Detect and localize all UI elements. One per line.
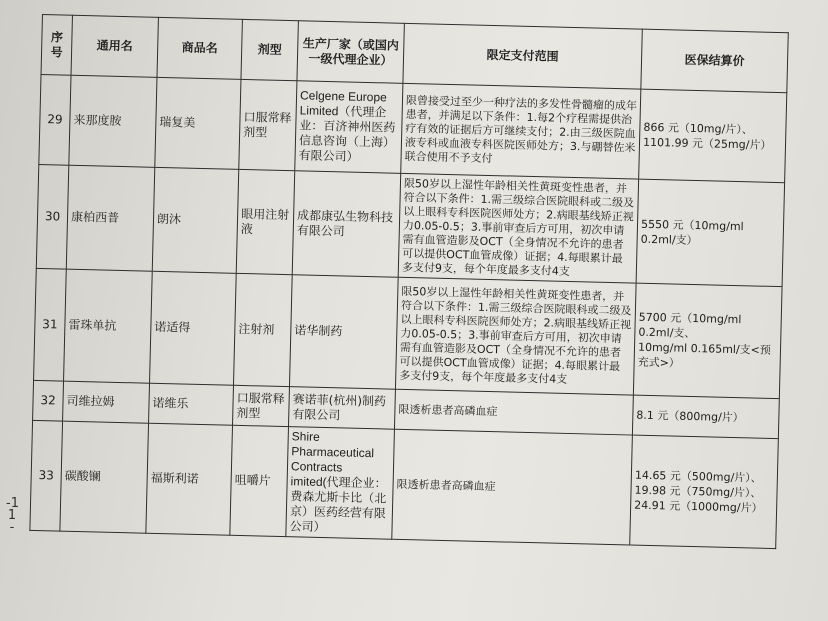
dosage-form: 注射剂	[233, 273, 292, 386]
generic-name: 碳酸镧	[60, 421, 149, 533]
header-generic-name: 通用名	[71, 15, 158, 77]
dosage-form: 口服常释剂型	[233, 385, 290, 426]
drug-reimbursement-table	[29, 14, 788, 549]
dosage-form: 口服常释剂型	[239, 79, 297, 170]
price-line: 5700 元（10mg/ml 0.2ml/支、	[638, 310, 742, 340]
header-dosage-form: 剂型	[241, 19, 298, 80]
payment-scope: 限曾接受过至少一种疗法的多发性骨髓瘤的成年患者，并满足以下条件：1.每2个疗程需提供治疗有效的证据后方可继续支付；2.由三级医院血液专科或血液专科医院医师处方；3.与硼替佐米联合使用不予支付	[401, 83, 641, 179]
payment-scope: 限透析患者高磷血症	[392, 429, 633, 545]
page-number: -1 1 -	[6, 496, 19, 535]
settlement-price	[636, 179, 784, 287]
dosage-form: 眼用注射液	[236, 169, 295, 274]
table-row	[36, 164, 784, 286]
generic-name: 来那度胺	[69, 75, 157, 167]
manufacturer: 成都康弘生物科技有限公司	[292, 171, 401, 278]
price-line: 10mg/ml 0.165ml/支<预充式>）	[637, 340, 772, 370]
price-line: 1101.99 元（25mg/片）	[642, 135, 772, 152]
table-row	[30, 420, 778, 548]
row-no: 33	[30, 420, 63, 531]
header-manufacturer: 生产厂家（或国内一级代理企业）	[297, 21, 404, 84]
header-no: 序号	[41, 15, 72, 76]
payment-scope: 限50岁以上湿性年龄相关性黄斑变性患者，并符合以下条件：1.需三级综合医院眼科或二级及以上眼科专科医院医师处方；2.病眼基线矫正视力0.05-0.5；3.事前审查后方可用，初次申请需有血管造影及OCT（全身情况不允许的患者可以提供OCT血管成像）证据；4.每眼累计最多支付9支，每个年度最多支付4支	[395, 277, 636, 395]
row-no: 30	[36, 164, 69, 269]
generic-name: 康柏西普	[66, 165, 155, 271]
table-row	[34, 268, 783, 398]
manufacturer: Shire Pharmaceutical Contracts imited(代理企业：费森尤斯卡比（北京）医药经营有限公司）	[286, 427, 395, 540]
price-line: 19.98 元（750mg/片）、	[634, 483, 762, 500]
price-line: 5550 元（10mg/ml 0.2ml/支）	[640, 217, 744, 247]
row-no: 29	[39, 74, 71, 165]
price-line: 866 元（10mg/片）、	[643, 120, 753, 136]
price-line: 24.91 元（1000mg/片）	[634, 498, 763, 515]
header-brand-name: 商品名	[157, 17, 242, 79]
manufacturer: 赛诺菲(杭州)制药有限公司	[288, 387, 395, 430]
brand-name: 瑞复美	[155, 77, 241, 169]
header-payment-scope: 限定支付范围	[403, 23, 642, 89]
brand-name: 诺维乐	[149, 383, 234, 425]
row-no: 32	[33, 380, 64, 421]
settlement-price	[630, 435, 779, 549]
price-line: 8.1 元（800mg/片）	[636, 408, 744, 425]
payment-scope: 限50岁以上湿性年龄相关性黄斑变性患者，并符合以下条件：1.需三级综合医院眼科或二级及以上眼科专科医院医师处方；2.病眼基线矫正视力0.05-0.5；3.事前审查后方可用，初次申请需有血管造影及OCT（全身情况不允许的患者可以提供OCT血管成像）证据；4.每眼累计最多支付9支，每个年度最多支付4支	[398, 173, 638, 283]
manufacturer: 诺华制药	[289, 275, 398, 390]
manufacturer: Celgene Europe Limited（代理企业：百济神州医药信息咨询（上海）有限公司）	[295, 81, 403, 174]
payment-scope: 限透析患者高磷血症	[394, 389, 633, 435]
brand-name: 福斯利诺	[146, 423, 233, 535]
generic-name: 司维拉姆	[63, 381, 150, 423]
brand-name: 朗沐	[152, 167, 239, 273]
header-settlement-price: 医保结算价	[641, 29, 788, 93]
settlement-price	[632, 395, 779, 439]
price-line: 14.65 元（500mg/片）、	[634, 468, 762, 485]
brand-name: 诺适得	[150, 271, 237, 385]
dosage-form: 咀嚼片	[230, 425, 289, 536]
settlement-price	[633, 283, 782, 399]
generic-name: 雷珠单抗	[64, 269, 153, 383]
settlement-price	[639, 89, 787, 183]
row-no: 31	[34, 268, 67, 381]
